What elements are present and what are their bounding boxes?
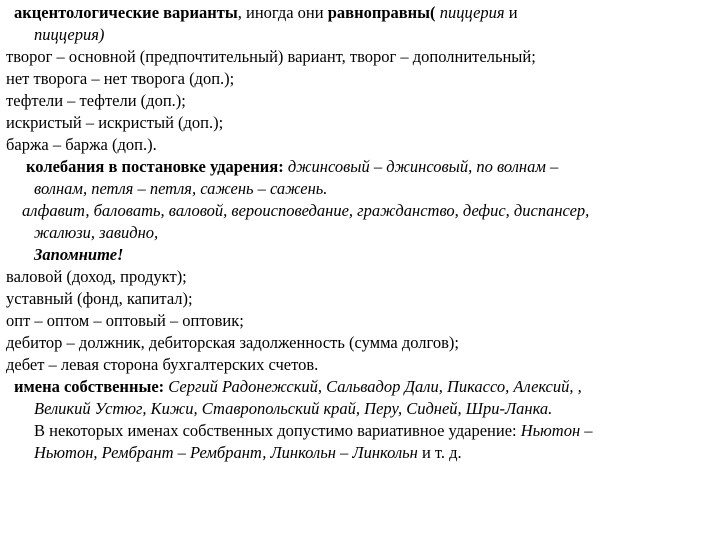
- line-word-list-cont: [6, 222, 714, 244]
- text: валовой (доход, продукт);: [6, 267, 187, 286]
- line-opt: [6, 310, 714, 332]
- line-stress-examples: [6, 178, 714, 200]
- example: волнам, петля – петля, сажень – сажень.: [34, 179, 328, 198]
- remember-heading: [6, 244, 714, 266]
- text: творог – основной (предпочтительный) вариант, творог – дополнительный;: [6, 47, 536, 66]
- text: искристый – искристый (доп.);: [6, 113, 224, 132]
- text: опт – оптом – оптовый – оптовик;: [6, 311, 244, 330]
- example: пиццерия): [34, 25, 105, 44]
- line-accent-variants: [6, 2, 714, 24]
- line-tvorog: [6, 46, 714, 68]
- line-valovoi: [6, 266, 714, 288]
- text: и т. д.: [417, 443, 462, 462]
- line-proper-names: [6, 376, 714, 398]
- line-example-cont: [6, 24, 714, 46]
- example: жалюзи, завидно,: [34, 223, 159, 242]
- text: уставный (фонд, капитал);: [6, 289, 193, 308]
- text: В некоторых именах собственных допустимо вариативное ударение:: [34, 421, 521, 440]
- term-accent-variants: акцентологические варианты: [14, 3, 238, 22]
- text: , иногда они: [237, 3, 328, 22]
- text: дебет – левая сторона бухгалтерских счетов.: [6, 355, 319, 374]
- line-tefteli: [6, 90, 714, 112]
- example: Великий Устюг, Кижи, Ставропольский край, Перу, Сидней, Шри-Ланка.: [34, 399, 553, 418]
- text: тефтели – тефтели (доп.);: [6, 91, 186, 110]
- line-ustavnyi: [6, 288, 714, 310]
- line-debet: [6, 354, 714, 376]
- example: пиццерия: [435, 3, 505, 22]
- line-tvoroga: [6, 68, 714, 90]
- line-stress-fluctuation: [6, 156, 714, 178]
- term-equal: равноправны(: [327, 3, 436, 22]
- line-proper-names-cont: [6, 398, 714, 420]
- heading: Запомните!: [34, 245, 124, 264]
- text: дебитор – должник, дебиторская задолженность (сумма долгов);: [6, 333, 459, 352]
- example: Ньютон, Рембрант – Рембрант, Линкольн – Линкольн: [34, 443, 418, 462]
- line-iskristyi: [6, 112, 714, 134]
- line-variative-stress: [6, 420, 714, 442]
- line-debitor: [6, 332, 714, 354]
- line-barzha: [6, 134, 714, 156]
- text: нет творога – нет творога (доп.);: [6, 69, 235, 88]
- line-word-list: [6, 200, 714, 222]
- example: Сергий Радонежский, Сальвадор Дали, Пикассо, Алексий, ,: [168, 377, 582, 396]
- line-variative-stress-cont: [6, 442, 714, 464]
- example: джинсовый – джинсовый, по волнам –: [287, 157, 559, 176]
- example: Ньютон –: [520, 421, 593, 440]
- text: и: [504, 3, 518, 22]
- term-stress-fluctuation: колебания в постановке ударения:: [26, 157, 288, 176]
- term-proper-names: имена собственные:: [14, 377, 169, 396]
- text: баржа – баржа (доп.).: [6, 135, 157, 154]
- example: алфавит, баловать, валовой, вероисповедание, гражданство, дефис, диспансер,: [22, 201, 590, 220]
